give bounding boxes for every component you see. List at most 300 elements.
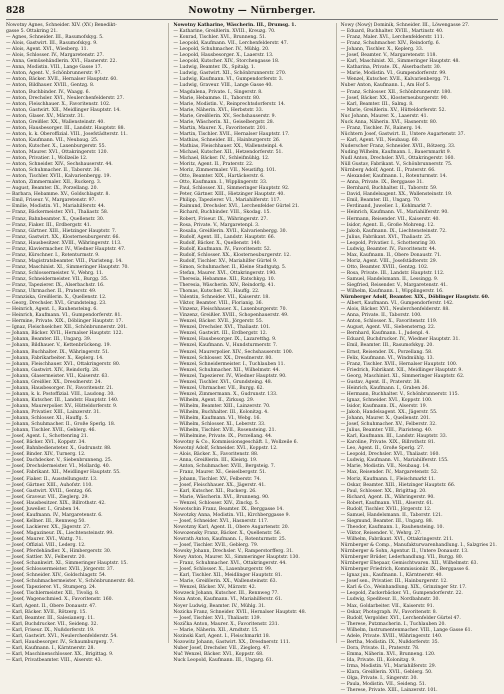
- directory-entry: — Johann, Fabrikarbeiter. X., Keplerg. 14.: [6, 355, 104, 361]
- directory-entry: — Anton, k. k. Oberoffizial. VIII., Josefstädterstr. 11.: [6, 131, 128, 137]
- directory-entry: — Franz, Schuhmacher. XVI., Ottakringerstr. 44.: [173, 561, 287, 567]
- directory-entry: — Johann, Maurer. X., Quellenstr. 201.: [340, 416, 431, 422]
- directory-entry: — Josef, Schneider. XIV., Goldschlagstr. 54.: [6, 573, 107, 579]
- directory-entry: — Franz, Schlosser. XII., Schönbrunnerstr. 180.: [340, 89, 452, 95]
- directory-entry: — Anna, Private. II., Taborstr. 100.: [340, 313, 422, 319]
- directory-entry: — Rudolf, Schlosser. XX., Klosterneuburgerstr. 12.: [173, 252, 291, 258]
- directory-entry: gasse 5. Ottakring 21.: [6, 29, 58, 35]
- directory-entry: Nowotzky Anna, Modistin. VII., Kirchberggasse 9.: [173, 512, 290, 518]
- directory-entry: — Ludwig, Graveur. VIII., Lange Gasse 40.: [173, 83, 273, 89]
- directory-entry: — Ignaz, Schneider. XVI., Koppstr. 100.: [340, 397, 433, 403]
- directory-entry: — Franz, Gastwirt. XX., Klosterneuburgerstr. 66.: [6, 234, 120, 240]
- directory-entry: — Bernhard, Kaufmann. I., Judenpl. 4.: [340, 331, 430, 337]
- directory-entry: — Johann, Glasermeister. VII., Kaiserstr. 63.: [6, 373, 109, 379]
- directory-entry: Nürnberger Brüder, Lederhandlung. VII., Burgg. 80.: [340, 555, 464, 561]
- directory-entry: Nürnberger Adolf, Beamter. XIX., Döblinger Hauptstr. 60.: [340, 295, 490, 301]
- directory-entry: — Alois, Bäcker. X., Favoritenstr. 88.: [173, 452, 259, 458]
- directory-entry: — Leopold, Schuhmacher. IV., Mühlg. 20.: [173, 47, 270, 53]
- directory-entry: — Wenzel, Kutscher. XVII., Kalvarienbergg. 71.: [340, 77, 451, 83]
- directory-entry: — Josef, Schneider. XVI., Hasnerstr. 117.: [173, 518, 269, 524]
- directory-entry: — Marie, Greißlerin. XV., Sechshauserstr. 9.: [173, 113, 277, 119]
- directory-entry: — Johann, Buchhalter. IX., Währingerstr. 51.: [6, 349, 110, 355]
- directory-entry: — Marie, Greißlerin. XV., Hütteldorferstr. 52.: [340, 107, 446, 113]
- directory-entry: — Wenzel, Schneidermeister. I., Tuchlauben 11.: [173, 361, 285, 367]
- directory-entry: — Katharine, Greißlerin. XVIII., Kreuzg. 70.: [173, 29, 276, 35]
- directory-entry: — Wilhelm, Fabrikant. XVI., Ottakringerstr. 211.: [340, 536, 454, 542]
- directory-entry: — Paul, Schlosser. XI., Simmeringer Hauptstr. 92.: [173, 186, 290, 192]
- directory-entry: — Johann, Maurerpolier. XV., Hütteldorferstr. 9.: [6, 403, 118, 409]
- directory-entry: — Anton, Greißler. XX., Wallensteinstr. 40.: [6, 119, 105, 125]
- directory-entry: — Emilie, Modistin. VI., Mariahilferstr. 44.: [6, 204, 106, 210]
- directory-entry: — Theresia, Hebamme. XII., Ratschkyg. 10.: [173, 276, 276, 282]
- directory-entry: — Josef, Gärtner. XIII., Auhofstr. 110.: [6, 482, 93, 488]
- directory-entry: — Irma, Modistin. VI., Mariahilferstr. 29.: [340, 663, 437, 669]
- directory-entry: — Wenzel, Drechsler. XVI., Thaliastr. 101.: [173, 325, 271, 331]
- directory-entry: — Marie, Näherin. XII., Arndtstr. 15.: [173, 627, 259, 633]
- directory-entry: — Ludwig, Gastwirt. XII., Schönbrunnerstr. 270.: [173, 71, 287, 77]
- directory-entry: — Karl, Beamter. III., Salesianerg. 11.: [6, 615, 95, 621]
- directory-entry: — Franz, Klaviermacher. IV., Wiedner Hauptstr. 47.: [6, 246, 126, 252]
- directory-entry: — Franz, Magistratsbeamter. VIII., Piaristeng. 14.: [6, 258, 123, 264]
- directory-entry: — Isidor, Agent. II., Große Mohreng. 12.: [340, 222, 435, 228]
- directory-entry: — Theodor, Kaufmann. I., Rauhensteing. 10.: [340, 524, 444, 530]
- directory-entry: — Josef, Kaufmann. IV., Margaretenstr. 6.: [6, 512, 103, 518]
- directory-entry: Noxa Anton, Kaufmann. VI., Mariahilferstr. 61.: [173, 597, 283, 603]
- directory-entry: — Anton, Privatier. I., Wollzeile 12.: [6, 156, 88, 162]
- directory-entry: — Josef, Tapezierer. VI., Stumperg. 24.: [6, 585, 97, 591]
- directory-entry: — Philipp, Tapezierer. VI., Mariahilferstr. 117.: [173, 198, 281, 204]
- directory-entry: — Johann, Schlosser. XI., Hauffg. 5.: [6, 416, 89, 422]
- directory-entry: — Josef, Gastwirt. XVIII., Gentzg. 66.: [6, 488, 93, 494]
- directory-entry: — Wenzel, Maurerpolier. XIV., Sechshauserstr. 100.: [173, 349, 294, 355]
- directory-entry: — Anton, Kaufmann. VII., Neubaug. 25.: [6, 137, 99, 143]
- directory-entry: — Emil, Friseur. V., Margaretenstr. 97.: [6, 198, 96, 204]
- directory-entry: — Franz, Tapezierer. IX., Alserbachstr. 16.: [6, 283, 105, 289]
- directory-entry: — Robert, Kaufmann. VIII., Alserstr. 61.: [340, 500, 434, 506]
- directory-entry: Nuč Wenzel, Bäcker. XVI., Koppstr. 68.: [173, 651, 264, 657]
- directory-entry: — Klara, Greißlerin. XVII., Geblerg. 50.: [340, 670, 433, 676]
- directory-entry: — Franziska, Greißlerin. X., Quellenstr. 12.: [6, 295, 107, 301]
- directory-entry: — Franz, Maler. XVI., Lerchenfelderstr. 111.: [340, 35, 445, 41]
- directory-entry: — Anna, Private. IX., Berggasse 31.: [340, 180, 424, 186]
- directory-entry: — Wilhelm, Schlosser. XI., Leberstr. 33.: [173, 422, 266, 428]
- directory-entry: — Rudolf, Tischler. XVII., Jörgerstr. 12.: [340, 506, 432, 512]
- directory-entry: — Adele, Private. XVIII., Währingerstr. 140.: [340, 633, 443, 639]
- directory-entry: Nozinski Karl, Agent. I., Fleischmarkt 18.: [173, 633, 271, 639]
- directory-entry: — Karl, Agent. VII., Neubaug. 60.: [340, 137, 419, 143]
- directory-entry: — Josef, Schuhmacher. XV., Felberstr. 32.: [340, 422, 437, 428]
- page-number: 828: [6, 6, 25, 16]
- directory-entry: Nürnberger Ehepaar, Gemischtwaren. XII., Wilhelmstr. 63.: [340, 561, 478, 567]
- directory-entry: — Johann, Tischler. X., Keplerg. 33.: [340, 47, 424, 53]
- directory-entry: — Franz, Maschinist. XI., Simmeringer Hauptstr. 70.: [6, 264, 129, 270]
- directory-entry: — Otto, Beamter. XVIII., Gentzg. 102.: [340, 264, 429, 270]
- directory-entry: — Franz, Maurer. XI., Geiselbergstr. 51.: [173, 470, 267, 476]
- directory-entry: — Josef, Lackierer. XX., Jägerstr. 27.: [6, 524, 91, 530]
- directory-entry: — Wenzel, Tapezierer. IV., Wiedner Hauptstr. 90.: [173, 373, 287, 379]
- directory-entry: — Heinrich, Kaufmann. I., Graben 26.: [340, 385, 429, 391]
- directory-entry: — Oskar, Photograph. IV., Favoritenstr. 8.: [340, 609, 438, 615]
- directory-entry: — Wilhelm, Kaufmann. VI., Webg. 16.: [173, 416, 261, 422]
- directory-entry: Nozička Anton, Maurer. X., Favoritenstr. 231.: [173, 621, 280, 627]
- directory-entry: — Rudolf, Kaufmann. IV., Favoritenstr. 52.: [173, 246, 272, 252]
- directory-entry: — Karl & Co., Weinhandlung. XIX., Grinzinger Str. 17.: [340, 585, 467, 591]
- directory-entry: — Josef, Juwelier. I., Graben 14.: [6, 506, 81, 512]
- directory-entry: — Leopold, Privatier. I., Schottenring 30.: [340, 240, 437, 246]
- directory-entry: — Alois, Schlosser. IV., Margaretenstr. 27.: [6, 53, 104, 59]
- directory-entry: — Samuel, Handelsmann. II., Lessingg. 9.: [340, 276, 439, 282]
- directory-column-1: [6, 23, 163, 663]
- directory-entry: — Alexander, Kaufmann. I., Rotenturmstr. 14.: [340, 174, 447, 180]
- directory-entry: — Anton, Kutscher. X., Laxenburgerstr. 55.: [6, 143, 106, 149]
- directory-entry: — Alois, Gastwirt. III., Rasumofskyg. 9.: [6, 41, 98, 47]
- directory-column-2: [168, 23, 330, 663]
- directory-entry: — Rudolf, Tischler. XV., Mariahilfer Gürtel 9.: [173, 258, 278, 264]
- directory-entry: — Martin, Maurer. X., Favoritenstr. 201.: [173, 125, 267, 131]
- directory-entry: — August, Agent. VII., Siebensterng. 22.: [340, 325, 436, 331]
- directory-entry: — Leopold, Zuckerbäcker. VI., Gumpendorferstr. 22.: [340, 591, 463, 597]
- directory-entry: — Oskar, Beamter. XIII., Hietzinger Hauptstr. 66.: [340, 482, 456, 488]
- directory-entry: — Anna, Greißlerin. III., Kleistg. 19.: [173, 458, 258, 464]
- directory-entry: — Karl, Kaufmann. III., Landstr. Hauptstr. 33.: [340, 434, 448, 440]
- directory-entry: — Josef, Schlossermeister. XVII., Jörgerstr. 37.: [6, 567, 115, 573]
- directory-entry: Nürnberger Friedrich, Kommissionär. IX., Berggasse 6.: [340, 567, 470, 573]
- directory-entry: — Josef, Tischler. XVII., Geblerg. 79.: [173, 543, 259, 549]
- directory-entry: — Felix, Kaufmann. VI., Windmühlg. 13.: [340, 355, 435, 361]
- directory-entry: Nürnberg Adolf, Agent. II., Praterstr. 66.: [340, 168, 436, 174]
- directory-entry: — Emil, Beamter. III., Rasumofskyg. 20.: [340, 343, 434, 349]
- directory-entry: — Heinrich, Agent. I., Rauhensteing. 6.: [6, 307, 98, 313]
- directory-entry: — Josef, Schankwirt. XI., Simmeringer Hauptstr. 15.: [6, 561, 128, 567]
- directory-entry: — Isidor, Kaufmann. IX., Alserstr. 19.: [340, 403, 428, 409]
- directory-entry: — Moriz, Kaufmann. I., Fleischmarkt 11.: [340, 476, 436, 482]
- directory-entry: — Otto, Kaufmann. I., Wipplingerstr. 33.: [173, 180, 268, 186]
- directory-entry: — Hermann, Reisender. VII., Kaiserstr. 40.: [340, 216, 440, 222]
- directory-entry: — Karl, Tischler. XII., Meidlinger Hauptstr. 81.: [173, 573, 283, 579]
- directory-entry: — Marie, Näherin. XVI., Herbststr. 33.: [173, 107, 264, 113]
- directory-entry: — Ludwig, Beamter. IV., Favoritenstr. 44.: [340, 246, 437, 252]
- directory-entry: — Anton, Zimmermaler. XII., Ruckerg. 3.: [6, 180, 102, 186]
- directory-entry: — Marie, Wäscherin. XVI., Brunneng. 90.: [173, 494, 270, 500]
- directory-entry: — Mathias, Fleischhauer. XX., Wallensteinpl. 4.: [173, 143, 284, 149]
- directory-entry: Nowotný Adolf, Schneider. XVI., Koppstr. 12.: [173, 446, 278, 452]
- directory-entry: Nuber Anton, Kaufmann. I., Am Hof 5.: [340, 83, 431, 89]
- directory-entry: Nuderscher Franz, Schneider. XVII., Rötzerg. 33.: [340, 143, 456, 149]
- directory-column-3: [336, 23, 498, 694]
- directory-entry: Nowzeck Johann, Kutscher. III., Rennweg 77.: [173, 591, 279, 597]
- directory-entry: — Karl, Kutscher. XII., Ruckerg. 26.: [173, 488, 257, 494]
- directory-entry: — Wilhelmine, Private. IX., Porzellang. 44.: [173, 434, 273, 440]
- directory-entry: — Leopold, Drechsler. XVI., Thaliastr. 160.: [340, 452, 440, 458]
- directory-entry: — Ignaz, Fleischselcher. XII., Schönbrunnerstr. 201.: [6, 325, 128, 331]
- directory-entry: Nüll Gustav, Fabrikant. V., Schönbrunnerstr. 75.: [340, 162, 453, 168]
- directory-entry: — Moriz, Agent. VIII., Josefstädterstr. 29.: [340, 258, 438, 264]
- directory-entry: — Johann, k. k. Postoffizial. VIII., Laudong. 30.: [6, 391, 115, 397]
- directory-entry: — Katharina, Private. IX., Alserbachstr. 30.: [340, 65, 442, 71]
- directory-entry: — Anton, Drechsler. XVI., Neulerchenfelderstr. 27.: [6, 95, 125, 101]
- directory-entry: Nowrath Anton, Kaufmann. I., Rotenturmstr. 25.: [173, 536, 287, 542]
- directory-entry: — Franz, Schlossermeister. V., Wehrg. 11.: [6, 270, 104, 276]
- directory-entry: Noyer Ludwig, Beamter. IV., Mühlg. 31.: [173, 603, 266, 609]
- directory-entry: — Ludwig, Beamter. IX., Spitalg. 1.: [173, 65, 256, 71]
- directory-entry: — Wenzel, Kaufmann. V., Hundsturmerstr. 7.: [173, 343, 278, 349]
- directory-entry: — Robert, Friseur. IX., Währingerstr. 27.: [173, 216, 268, 222]
- directory-entry: — Johann, Beamter. III., Ungarg. 39.: [6, 337, 92, 343]
- directory-entry: — Ludwig, Spediteur. II., Nordbahnstr. 30.: [340, 597, 440, 603]
- directory-entry: — Marie, Modistin. V., Reinprechtsdorferstr. 14.: [173, 101, 286, 107]
- directory-entry: — Josef, Drechslermeister. VI., Mollardg. 40.: [6, 464, 111, 470]
- page-header: [6, 5, 498, 20]
- directory-entry: — Ernst, Reisender. IX., Porzellang. 58.: [340, 349, 433, 355]
- directory-entry: — Simon, Schuhmacher. II., Kleine Stadtgutg. 5.: [173, 264, 287, 270]
- directory-entry: — Johann, Greißler. XX., Dresdnerstr. 24.: [6, 379, 102, 385]
- directory-entry: — Wenzel, Schuhmacher. XII., Wilhelmstr. 44.: [173, 367, 280, 373]
- directory-entry: Nozicka Franz, Schneider. XVII., Hernalser Hauptstr. 48.: [173, 609, 307, 615]
- directory-entry: Nuding Wilhelm, Kaufmann. I., Bauernmarkt 9.: [340, 149, 452, 155]
- directory-entry: — Eduard, Buchhalter. XVIII., Martinstr. 40.: [340, 29, 444, 35]
- directory-entry: — Josef, Wagenschmied. X., Favoritenstr. 160.: [6, 597, 114, 603]
- directory-entry: — Wenzel, Uhrmacher. VII., Burgg. 62.: [173, 385, 264, 391]
- directory-entry: — Barbara, Hebamme. XV., Goldschlagstr. 8.: [6, 192, 110, 198]
- directory-entry: — Josef, Fiaker. II., Ausstellungsstr. 13.: [6, 476, 98, 482]
- directory-entry: — Max, Reisender. IV., Margaretenstr. 52.: [340, 470, 439, 476]
- directory-entry: — Richard, Agent. IX., Währingerstr. 90.: [340, 494, 435, 500]
- directory-entry: — Anton, Glaser. XV., Märzstr. 31.: [6, 113, 85, 119]
- directory-entry: — Alois, Agent. XVI., Wiesberg. 11.: [6, 47, 89, 53]
- directory-entry: Nürnberger & Sohn, Agentur. II., Untere Donaustr. 13.: [340, 549, 469, 555]
- directory-entry: — Wilhelm, Beamter. XIII., Lainzerstr. 70.: [173, 403, 271, 409]
- directory-entry: — Anton, Maurer. XVI., Ottakringerstr. 120.: [6, 149, 109, 155]
- directory-entry: — Josef, Maurer. XVI., Wattg. 71.: [6, 536, 83, 542]
- directory-entry: — Anton, Schneider. XIV., Sechshauserstr. 44.: [6, 162, 113, 168]
- directory-entry: Nowozensky Franz, Bäcker. X., Quellenstr. 56.: [173, 530, 282, 536]
- directory-entry: — Karl, Beamter. III., Salmg. 8.: [340, 101, 414, 107]
- directory-entry: — Karl, Buchdrucker. VII., Seideng. 32.: [6, 621, 98, 627]
- directory-entry: — Rudolf, Vergolder. XVI., Lerchenfelder Gürtel 47.: [340, 615, 461, 621]
- directory-entry: — Karoline, Private. XIX., Billrothstr. 81.: [340, 440, 436, 446]
- directory-entry: — Anna, Gemüsehändlerin. XVI., Hasnerstr. 22.: [6, 59, 117, 65]
- directory-entry: — Julius, Fabrikant. XVI., Thaliastr. 25.: [340, 234, 432, 240]
- directory-entry: — Karl, Bäcker. XVII., Rötzerg. 15.: [6, 609, 87, 615]
- directory-entry: — Eduard, Buchdrucker. IV., Wiedner Hauptstr. 31.: [340, 337, 460, 343]
- directory-entry: — Karl, Kaufmann. I., Kärntnerstr. 28.: [6, 645, 95, 651]
- directory-entry: — Julius, Beamter. VIII., Piaristeng. 40.: [340, 428, 433, 434]
- directory-entry: — Therese, Putzmacherin. I., Tuchlauben 20.: [340, 621, 446, 627]
- directory-entry: — Josef, Magazineur. IX., Liechtensteinstr. 99.: [6, 530, 114, 536]
- directory-entry: — Emma, Näherin. XVI., Brunneng. 120.: [340, 651, 436, 657]
- directory-entry: — Wilhelm, Buchhalter. III., Kolonitzg. 4.: [173, 410, 269, 415]
- directory-entry: — Wenzel, Hausbesorger. IX., Lazaretthg. 9.: [173, 337, 277, 343]
- directory-entry: — Anton, Bildhauer. XVIII., Gentzg. 8.: [6, 83, 95, 89]
- directory-entry: — Anton, Bäcker. XVII., Hernalser Hauptstr. 60.: [6, 77, 118, 83]
- directory-entry: — Karl, Hausbesorger. IV., Schaumburgerg. 7.: [6, 639, 114, 645]
- directory-entry: — Richard, Buchbinder. VIII., Skodag. 15.: [173, 210, 271, 216]
- directory-entry: — Theresia, Wäscherin. XIV., Reindorfg. 41.: [173, 283, 276, 289]
- directory-entry: Nowotny Katharine, Wäscherin. III., Drumsg. 1.: [173, 23, 297, 28]
- directory-entry: — Franz, Hausbesitzer. XVIII., Währingerstr. 113.: [6, 240, 122, 246]
- directory-entry: — Michael, Kutscher. XII., Hetzendorferstr. 51.: [173, 149, 283, 155]
- directory-entry: — Marie, Hebamme. II., Taborstr. 80.: [173, 95, 261, 101]
- directory-entry: — Josef, Bäcker. XVI., Koppstr. 34.: [6, 440, 86, 446]
- directory-entry: — Anton, Gastwirt. XII., Meidlinger Hauptstr. 14.: [6, 107, 121, 113]
- directory-entry: — Franz, Bäckermeister. XVI., Thaliastr. 58.: [6, 210, 109, 216]
- directory-entry: — Rosa, Private. III., Landstr. Hauptstr. 112.: [340, 270, 445, 276]
- directory-entry: — Wenzel, Schlosser. XIV., Zinckg. 5.: [173, 500, 260, 506]
- directory-entry: — Wilhelm, Agent. II., Zirkusg. 29.: [173, 397, 255, 403]
- directory-entry: — Max, Kaufmann. II., Obere Donaustr. 71.: [340, 252, 442, 258]
- page-title: Nowotny — Nürnberger.: [188, 6, 316, 16]
- directory-entry: — Viktor, Reisender. V., Wehrg. 27.: [340, 530, 422, 536]
- directory-entry: — Johann, Tischler. XV., Felberstr. 74.: [173, 476, 262, 482]
- directory-entry: — Anton, Schlosser. X., Favoritenstr. 119.: [340, 319, 438, 325]
- directory-entry: — Franz, Tischler. IV., Rainerg. 14.: [340, 125, 422, 131]
- directory-entry: — Josef, Kellner. III., Rennweg 50.: [6, 518, 86, 524]
- directory-entry: — Leopold, Hausbesorger. X., Laaerstr. 13.: [173, 53, 274, 59]
- directory-entry: — Johann, Kutscher. III., Landstr. Hauptstr. 140.: [6, 397, 119, 403]
- directory-entry: — Johann, Hausbesorger. IV., Favoritenstr. 21.: [6, 385, 114, 391]
- directory-entry: — Vinzenz, Greißler. XVIII., Schopenhauerstr. 49.: [173, 313, 289, 319]
- directory-entry: — Josef, Offizial. VIII., Lederg. 12.: [6, 543, 86, 549]
- directory-entry: — David, Handelsagent. XX., Wallensteinstr. 19.: [340, 192, 453, 198]
- directory-entry: — Martin, Tischler. XVII., Hernalser Hauptstr. 17.: [173, 131, 290, 137]
- directory-entry: — Otto, Beamter. XIX., Hartäckerstr. 6.: [173, 174, 265, 180]
- directory-entry: — Agnes, Schneider. III., Rasumofskyg. 5.: [6, 35, 104, 41]
- directory-entry: — Siegfried, Reisender. V., Margaretenstr. 41.: [340, 283, 448, 289]
- directory-entry: — Anton, Agent. V., Schönbrunnerstr. 97.: [6, 71, 102, 77]
- directory-entry: Nudl Anton, Drechsler. XVI., Ottakringerstr. 160.: [340, 156, 455, 162]
- directory-entry: — Samuel, Handelsmann. II., Taborstr. 121.: [340, 512, 443, 518]
- directory-entry: Nowy (Nowý) Dominik, Schneider. III., Löwengasse 27.: [340, 23, 470, 28]
- directory-entry: — Georg, Drechsler. XVI., Grundsteing. 23.: [6, 301, 107, 307]
- directory-entry: Nuc Johann, Maurer. X., Laaerstr. 41.: [340, 113, 428, 119]
- directory-entry: — Johann, Tischler. XVII., Geblerg. 46.: [6, 428, 96, 434]
- directory-entry: — Wenzel, Gastwirt. III., Erdbergstr. 12.: [173, 331, 268, 337]
- directory-entry: Nowotny Agnes, Schneider. XIV. (XV.) Benedikt-: [6, 23, 117, 28]
- directory-entry: — Josef, Bäcker. XX., Klosterneuburgerstr. 90.: [340, 95, 449, 101]
- directory-entry: — Paula, Modistin. VII., Seideng. 51.: [340, 682, 427, 688]
- directory-entry: — Paul, Schlosser. XX., Brigittag. 20.: [340, 488, 427, 494]
- directory-entry: — Heinrich, Kaufmann. VI., Gumpendorferstr. 81.: [6, 313, 122, 319]
- directory-entry: — Johann, Bäcker. XVII., Hernalser Hauptstr. 122.: [6, 331, 123, 337]
- directory-entry: — Dora, Private. II., Praterstr. 78.: [340, 645, 420, 651]
- directory-entry: — Magdalena, Private. I., Singerstr. 8.: [173, 89, 263, 95]
- directory-entry: — Josef, Sattler. XV., Felberstr. 20.: [6, 555, 86, 561]
- directory-entry: — Bertha, Modistin. IX., Nußdorferstr. 35.: [340, 639, 440, 645]
- directory-entry: — Josef, Fabrikant. XII., Meidlinger Hauptstr. 55.: [6, 470, 121, 476]
- directory-entry: — Rudolf, Bäcker. X., Quellenstr. 140.: [173, 240, 261, 246]
- directory-entry: — Valentin, Schneider. VII., Kaiserstr. 18.: [173, 295, 270, 301]
- directory-entry: — Bernhard, Buchhalter. II., Taborstr. 59.: [340, 186, 438, 192]
- directory-entry: — Viktor, Beamter. VIII., Florianig. 36.: [173, 301, 264, 307]
- directory-entry: — Josef, Agent. I., Schottenring 21.: [6, 434, 89, 440]
- directory-entry: — Josef, Hausbesitzer. XIX., Billrothstr. 42.: [6, 500, 106, 506]
- directory-entry: — Wenzel, Bäcker. XVII., Jörgerstr. 55.: [173, 319, 264, 325]
- directory-entry: — Moriz, Zimmermaler. VII., Neustiftg. 101.: [173, 168, 277, 174]
- directory-entry: — Josef, Fleischhauer. XX., Jägerstr. 41.: [173, 482, 266, 488]
- directory-entry: — Josef, Binder. XIV., Turnerg. 12.: [6, 452, 86, 458]
- directory-entry: Nuck Anna, Näherin. XVI., Hasnerstr. 80.: [340, 119, 438, 125]
- directory-entry: — Josef sen., Privatier. III., Hainburgerstr. 12.: [340, 579, 448, 585]
- directory-entry: — Karl, Agent. II., Obere Donaustr. 47.: [6, 603, 97, 609]
- directory-entry: — Alois, Bäcker. XVI., Neulerchenfelderstr. 88.: [340, 307, 450, 313]
- directory-entry: — Karl, Gastwirt. XVI., Neulerchenfelderstr. 54.: [6, 633, 118, 639]
- directory-entry: — Josef, Beamter. V., Margaretenstr. 118.: [340, 53, 437, 59]
- directory-entry: — Josef, Graveur. VII., Zieglerg. 29.: [6, 494, 89, 500]
- directory-entry: Nowy Anton, Maurer. XI., Simmeringer Hauptstr. 130.: [173, 555, 300, 561]
- directory-entry: — Karl, Privatbeamter. VIII., Alserstr. 43.: [6, 657, 102, 663]
- directory-entry: Nozowitz Johann, Gastwirt. XX., Dresdnerstr. 111.: [173, 639, 291, 645]
- directory-entry: — Franz, Gärtner. XIII., Hietzinger Hauptstr. 7.: [6, 228, 117, 234]
- directory-entry: — Franz, Schuhmacher. XIV., Reindorfg. 6.: [340, 41, 441, 47]
- directory-entry: — Josef, Bahnbediensteter. X., Gudrunstr. 88.: [6, 446, 112, 452]
- directory-entry: — Peter, Gärtner. XIII., Hietzinger Hauptstr. 40.: [173, 192, 285, 198]
- directory-entry: — Wenzel, Tischler. XVI., Grundsteing. 48.: [173, 379, 273, 385]
- directory-entry: — August, Beamter. IX., Porzellang. 20.: [6, 186, 98, 192]
- directory-entry: Nuber Josef, Drechsler. VII., Zieglerg. 47.: [173, 645, 271, 651]
- directory-entry: — Anton, Hausbesorger. III., Landstr. Hauptstr. 88.: [6, 125, 126, 131]
- directory-entry: — Ignaz jun., Kaufmann. I., Kärntnerstr. 40.: [340, 573, 443, 579]
- directory-entry: — Leo, Agent. II., Große Sperlg. 27.: [340, 446, 425, 452]
- directory-entry: — Wenzel, Zimmermann. X., Gudrunstr. 133.: [173, 391, 278, 397]
- directory-entry: — Ida, Private. III., Kolonitzg. 9.: [340, 657, 416, 663]
- directory-entry: — Franz, Kürschner. I., Rotenturmstr. 9.: [6, 252, 100, 258]
- directory-entry: — Wilhelm, Instrumentenmacher. VIII., Lange Gasse 61.: [340, 627, 472, 633]
- directory-entry: Nowsky Johann, Drechsler. V., Ramperstorfferg. 31.: [173, 549, 294, 555]
- directory-entry: — Johann, Privatier. XIII., Lainzerstr. 31.: [6, 410, 101, 415]
- directory-entry: — Marie, Modistin. VII., Neubaug. 14.: [340, 464, 430, 470]
- directory-entry: — Mathias, Schneider. III., Hainburgerstr. 26.: [173, 137, 281, 143]
- directory-entry: — Ludwig, Kaufmann. VI., Mariahilferstr. 155.: [340, 458, 449, 464]
- directory-entry: — Max, Goldarbeiter. VII., Kaiserstr. 91.: [340, 603, 435, 609]
- directory-entry: — Jakob, Handelsagent. XX., Jägerstr. 55.: [340, 410, 438, 415]
- directory-entry: — Franz, Uhrmacher. II., Praterstr. 49.: [6, 289, 97, 295]
- directory-entry: — Vinzenz, Fleischhauer. X., Laxenburgerstr. 70.: [173, 307, 287, 313]
- directory-entry: — Marie, Greißlerin. XX., Wallensteinstr. 63.: [173, 579, 278, 585]
- directory-entry: — Stefan, Maurer. XVI., Ottakringerstr. 190.: [173, 270, 277, 276]
- directory-entry: — Hermann, Buchhalter. V., Schönbrunnerstr. 115.: [340, 391, 460, 397]
- directory-entry: — Wilhelm, Tischler. XVII., Rosensteing. 21.: [173, 428, 276, 434]
- directory-entry: — Josef, Schuhmachermeister. V., Schönbrunnerstr. 60.: [6, 579, 135, 585]
- directory-entry: — Anton, Fleischhauer. X., Favoritenstr. 102.: [6, 101, 111, 107]
- directory-entry: — Josef, Schlosser. X., Laxenburgerstr. 99.: [173, 567, 273, 573]
- directory-entry: — Josef, Dachdecker. V., Siebenbrunneng. 25.: [6, 458, 113, 464]
- directory-entry: — Emil, Beamter. III., Ungarg. 70.: [340, 198, 421, 204]
- directory-entry: Nüchtern Josef, Gastwirt. II., Untere Augartenstr. 37.: [340, 131, 466, 137]
- directory-entry: — Friedrich, Fabrikant. XII., Meidlinger Hauptstr. 9.: [340, 367, 463, 373]
- directory-entry: — Thomas, Kutscher. XI., Hauffg. 22.: [173, 289, 260, 295]
- directory-entry: — Anna, Modistin. VIII., Lange Gasse 17.: [6, 65, 102, 71]
- directory-entry: — Karl, Maschinist. XI., Simmeringer Hauptstr. 48.: [340, 59, 460, 65]
- directory-entry: — Michael, Bäcker. IV., Schleifmühlg. 12.: [173, 156, 270, 162]
- directory-entry: — Georg, Maschinist. XI., Simmeringer Hauptstr. 62.: [340, 373, 465, 379]
- directory-entry: — Albert, Kaufmann. VI., Gumpendorferstr. 142.: [340, 301, 454, 307]
- directory-entry: — Johann, Schuhmacher. II., Große Sperlg. 18.: [6, 422, 116, 428]
- directory-entry: — Therese, Private. XIII., Lainzerstr. 101.: [340, 688, 438, 694]
- directory-entry: — Josef, Pferdehändler. X., Himbergerstr. 30.: [6, 549, 112, 555]
- directory-entry: — Konrad, Tischler. XVI., Brunneng. 51.: [173, 35, 267, 41]
- directory-entry: — Ludwig, Kaufmann. VI., Gumpendorferstr. 3.: [173, 77, 284, 83]
- directory-entry: — Moritz, Agent. II., Praterstr. 22.: [173, 162, 254, 168]
- directory-entry: — Marie, Wäscherin. XI., Geiselbergstr. 28.: [173, 119, 275, 125]
- directory-entry: — Franz, Schneidermeister. VII., Burgg. 35.: [6, 276, 109, 282]
- directory-entry: — Leopold, Kutscher. XIV., Storchengasse 18.: [173, 59, 280, 65]
- directory-entry: — Anton, Schuhmacher. II., Taborstr. 36.: [6, 168, 101, 174]
- directory-entry: Nürnberger & Comp., Manufakturwarenhandlung. I., Salzgries 21.: [340, 543, 497, 549]
- directory-entry: — Karl, Maschinenschlosser. XX., Brigittag. 9.: [6, 651, 114, 657]
- directory-entry: — Jakob, Kaufmann. IX., Liechtensteinstr. 72.: [340, 228, 447, 234]
- directory-entry: — Anton, Buchbinder. IV., Waagg. 6.: [6, 89, 91, 95]
- directory-entry: — Raimund, Drechsler. XVI., Lerchenfelder Gürtel 21.: [173, 204, 300, 210]
